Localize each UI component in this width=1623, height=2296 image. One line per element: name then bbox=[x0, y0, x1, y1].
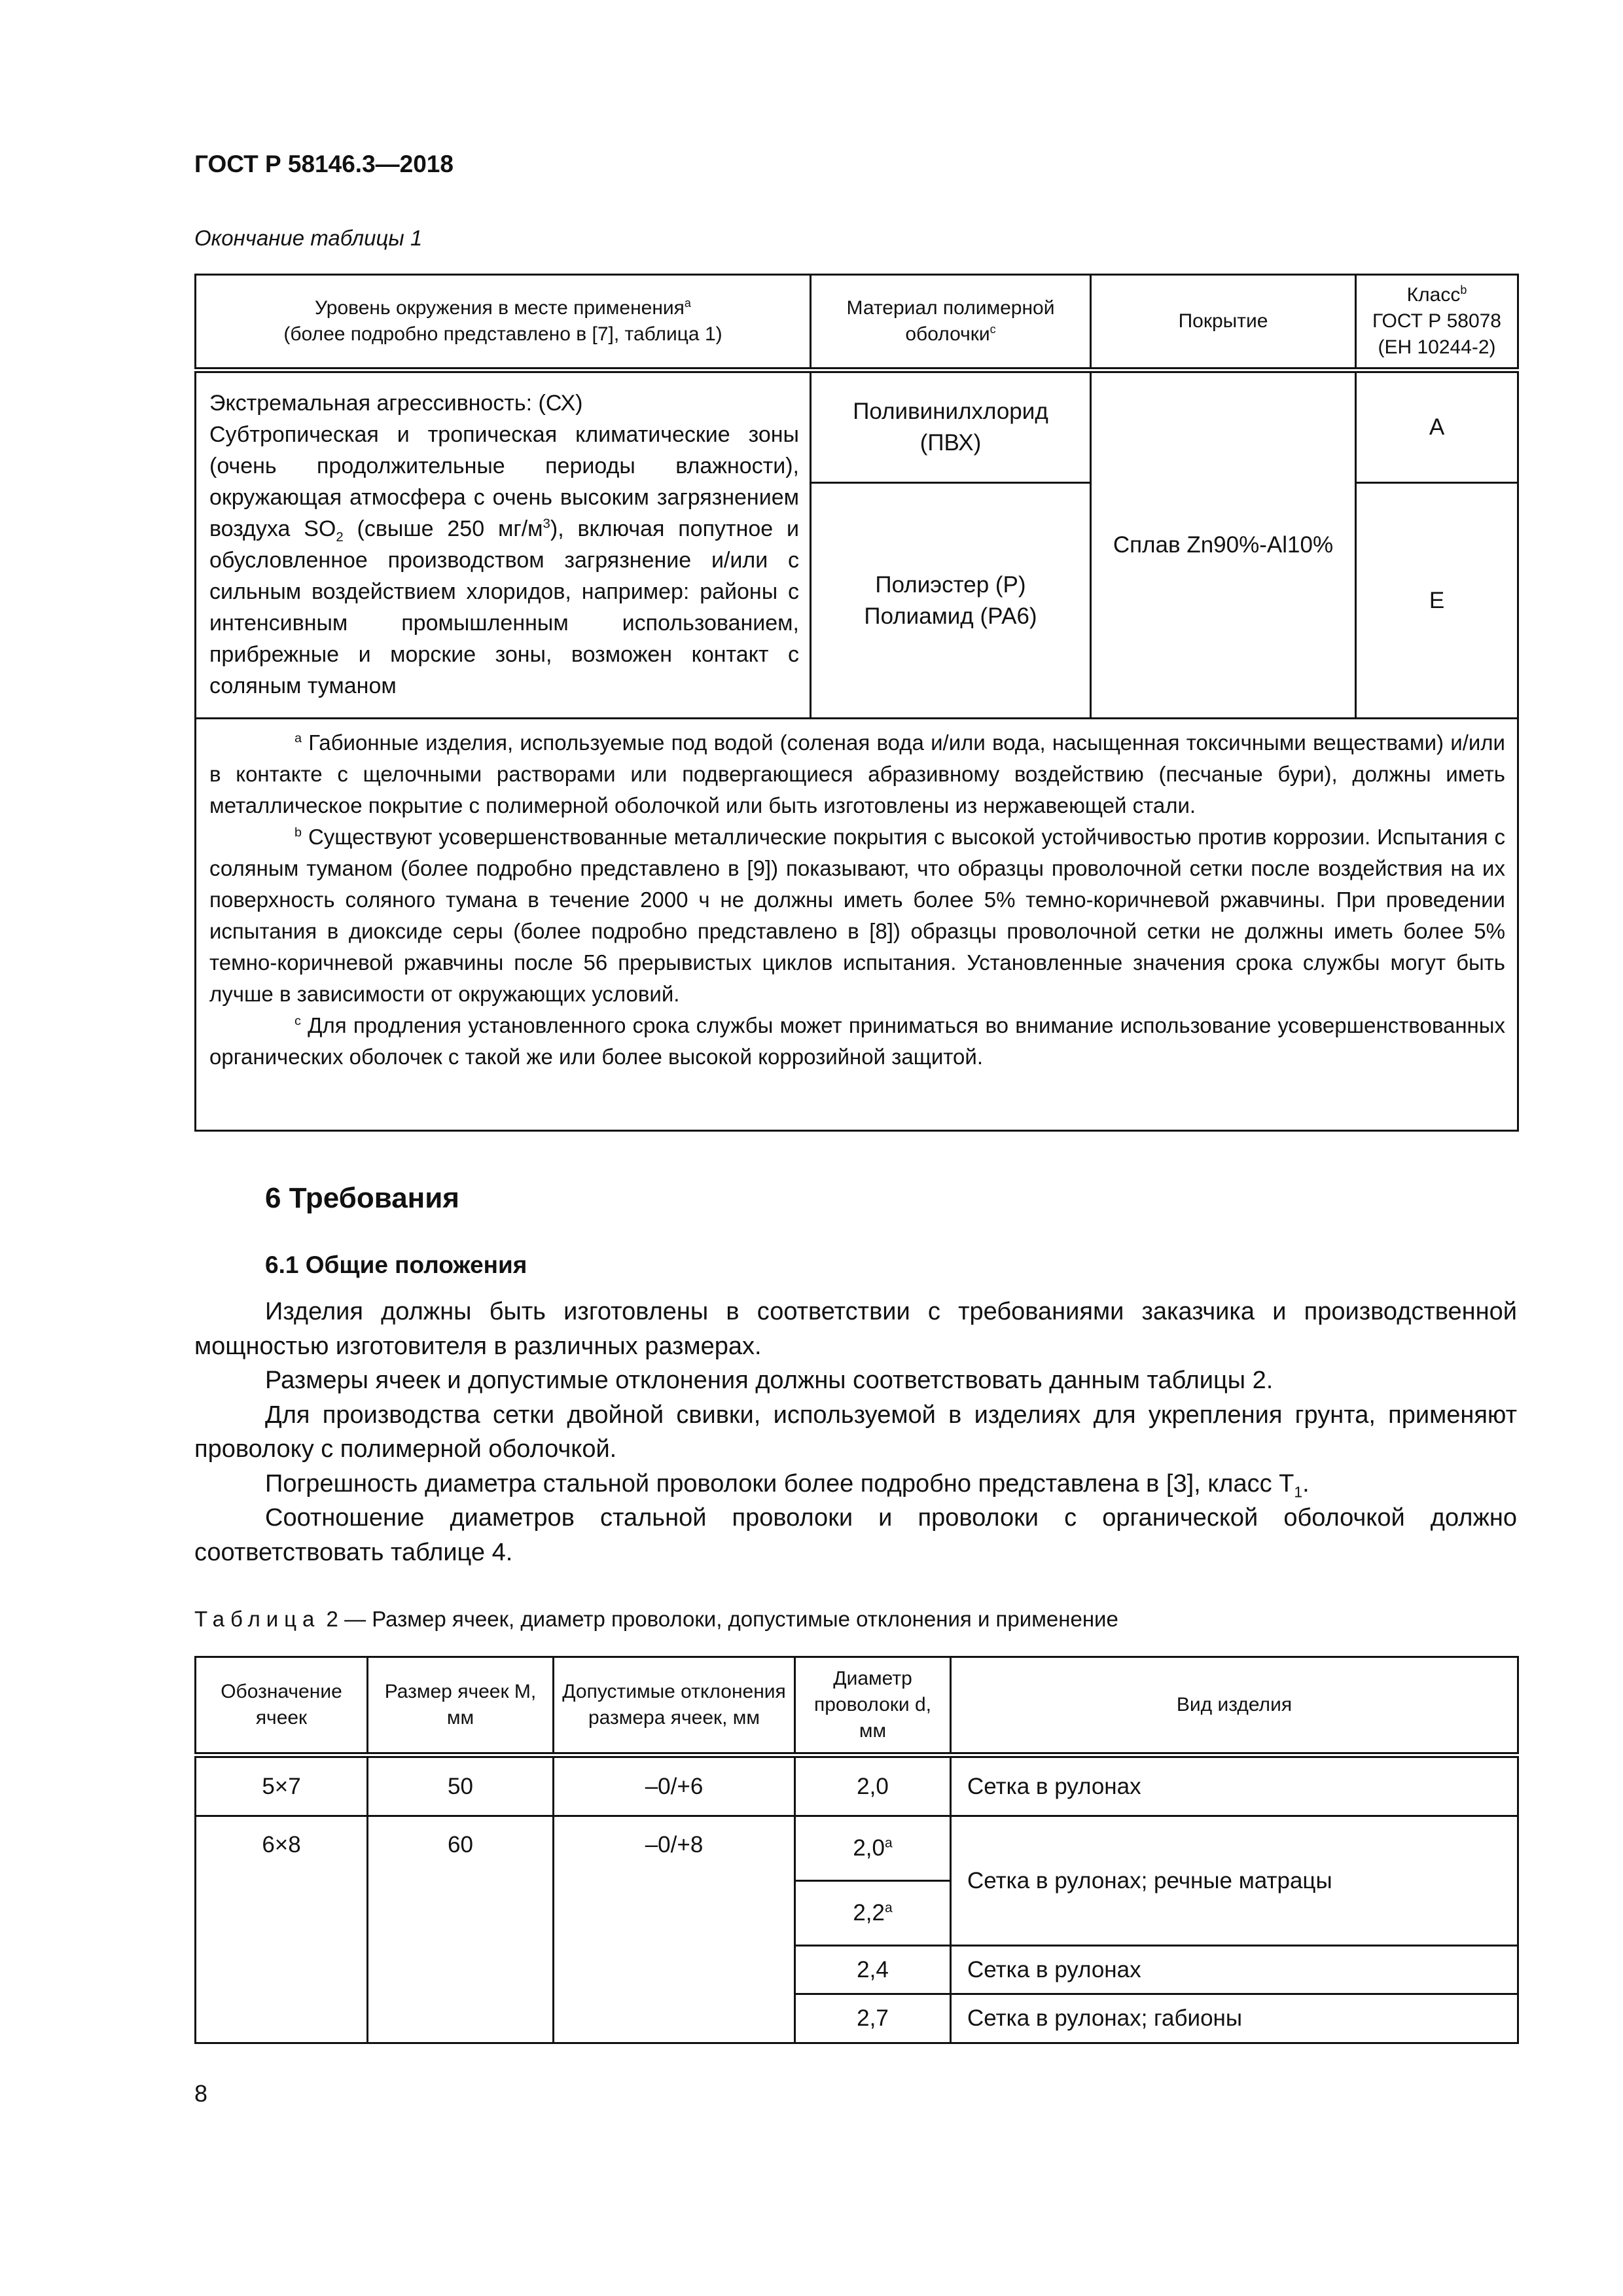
material-abbr: (ПВХ) bbox=[919, 430, 982, 456]
header-designation: Обозначение ячеек bbox=[196, 1657, 368, 1755]
table-1-header bbox=[196, 275, 1518, 370]
caption-word: Таблица bbox=[194, 1607, 321, 1631]
cell-size: 50 bbox=[368, 1755, 554, 1816]
header-material-text: Материал полимерной оболочки bbox=[846, 297, 1055, 345]
footnote-ref: a bbox=[884, 1835, 893, 1851]
diameter-value: 2,0 bbox=[853, 1835, 885, 1861]
section-body bbox=[194, 1295, 1517, 1570]
table-2-header bbox=[196, 1657, 1518, 1755]
header-class-en: (ЕН 10244-2) bbox=[1378, 336, 1496, 358]
cell-tolerance: –0/+6 bbox=[554, 1755, 795, 1816]
table-2-caption bbox=[194, 1607, 1118, 1632]
cell-diameter: 2,0 bbox=[795, 1755, 951, 1816]
footnote-ref: b bbox=[1460, 283, 1467, 296]
subscript: 1 bbox=[1294, 1483, 1303, 1501]
footnotes bbox=[196, 719, 1518, 1131]
footnote-text: Габионные изделия, используемые под водой (соленая вода и/или вода, насыщенная токсичными веществами) и/или в контакте с щелочными растворами или подвергающиеся абразивному воздействию (песчаные бури), должны иметь металлическое покрытие с полимерной оболочкой или быть изготовлены из нержавеющей стали. bbox=[209, 730, 1505, 817]
cell-tolerance: –0/+8 bbox=[554, 1816, 795, 2043]
footnote-mark: c bbox=[294, 1014, 301, 1028]
cell-diameter bbox=[795, 1881, 951, 1946]
caption-text: 2 — Размер ячеек, диаметр проволоки, допустимые отклонения и применение bbox=[320, 1607, 1118, 1631]
material-polyester bbox=[811, 483, 1091, 719]
header-class bbox=[1356, 275, 1518, 370]
env-description bbox=[196, 370, 811, 719]
class-e: E bbox=[1356, 483, 1518, 719]
paragraph bbox=[194, 1467, 1517, 1501]
paragraph: Изделия должны быть изготовлены в соответствии с требованиями заказчика и производственной мощностью изготовителя в различных размерах. bbox=[194, 1298, 1517, 1360]
footnote-ref: a bbox=[684, 296, 691, 310]
footnote-c bbox=[209, 1010, 1505, 1073]
material-name: Поливинилхлорид bbox=[853, 399, 1048, 424]
document-code: ГОСТ Р 58146.3—2018 bbox=[194, 151, 454, 177]
subsection-heading: 6.1 Общие положения bbox=[265, 1251, 527, 1278]
table-row bbox=[196, 1755, 1518, 1816]
cell-diameter: 2,4 bbox=[795, 1946, 951, 1994]
section-heading: 6 Требования bbox=[265, 1182, 459, 1214]
header-class-text: Класс bbox=[1406, 284, 1461, 306]
header-size: Размер ячеек М, мм bbox=[368, 1657, 554, 1755]
header-material bbox=[811, 275, 1091, 370]
footnote-ref: a bbox=[884, 1900, 893, 1916]
footnote-b bbox=[209, 821, 1505, 1010]
cell-diameter bbox=[795, 1816, 951, 1881]
table-continuation-label: Окончание таблицы 1 bbox=[194, 226, 423, 250]
class-a: A bbox=[1356, 370, 1518, 483]
cell-size: 60 bbox=[368, 1816, 554, 2043]
diameter-value: 2,2 bbox=[853, 1900, 885, 1926]
header-env-ref: (более подробно представлено в [7], таблица 1) bbox=[283, 323, 722, 345]
footnote-mark: b bbox=[294, 825, 302, 840]
table-row bbox=[196, 370, 1518, 483]
header-diameter: Диаметр проволоки d, мм bbox=[795, 1657, 951, 1755]
cell-designation: 5×7 bbox=[196, 1755, 368, 1816]
cell-product: Сетка в рулонах; речные матрацы bbox=[951, 1816, 1518, 1946]
cell-designation: 6×8 bbox=[196, 1816, 368, 2043]
footnote-a bbox=[209, 727, 1505, 821]
material-pvc bbox=[811, 370, 1091, 483]
header-env bbox=[196, 275, 811, 370]
table-row bbox=[196, 1816, 1518, 1881]
header-env-text: Уровень окружения в месте применения bbox=[315, 297, 685, 319]
footnote-mark: a bbox=[294, 731, 302, 745]
footnote-text: Существуют усовершенствованные металлические покрытия с высокой устойчивостью против коррозии. Испытания с соляным туманом (более подробно представлено в [9]) показывают, что образцы проволочной сетки после воздействия на их поверхность соляного тумана в течение 2000 ч не должны иметь более 5% темно-коричневой ржавчины. При проведении испытания в диоксиде серы (более подробно представлено в [8]) образцы проволочной сетки не должны иметь более 5% темно-коричневой ржавчины после 56 прерывистых циклов испытания. Установленные значения срока службы могут быть лучше в зависимости от окружающих условий. bbox=[209, 825, 1505, 1006]
material-name: Полиэстер (Р) bbox=[875, 571, 1026, 598]
cell-diameter: 2,7 bbox=[795, 1994, 951, 2043]
env-text: Субтропическая и тропическая климатические зоны (очень продолжительные периоды влажности), окружающая атмосфера с очень высоким загрязнением воздуха SO bbox=[209, 422, 799, 541]
table-1 bbox=[194, 274, 1519, 1132]
cell-product: Сетка в рулонах; габионы bbox=[951, 1994, 1518, 2043]
paragraph: Соотношение диаметров стальной проволоки и проволоки с органической оболочкой должно соответствовать таблице 4. bbox=[194, 1504, 1517, 1566]
paragraph: Размеры ячеек и допустимые отклонения должны соответствовать данным таблицы 2. bbox=[265, 1367, 1274, 1394]
header-product: Вид изделия bbox=[951, 1657, 1518, 1755]
coating-value: Сплав Zn90%-Al10% bbox=[1091, 370, 1356, 719]
cell-product: Сетка в рулонах bbox=[951, 1755, 1518, 1816]
footnotes-row bbox=[196, 719, 1518, 1131]
cell-product: Сетка в рулонах bbox=[951, 1946, 1518, 1994]
env-title: Экстремальная агрессивность: (СХ) bbox=[209, 391, 583, 416]
paragraph-text: Погрешность диаметра стальной проволоки более подробно представлена в [3], класс Т bbox=[265, 1469, 1294, 1498]
footnote-ref: c bbox=[990, 323, 996, 336]
header-coating: Покрытие bbox=[1091, 275, 1356, 370]
footnote-text: Для продления установленного срока службы может приниматься во внимание использование усовершенствованных органических оболочек с такой же или более высокой коррозийной защитой. bbox=[209, 1013, 1505, 1069]
table-2 bbox=[194, 1656, 1519, 2044]
material-name: Полиамид (РА6) bbox=[864, 603, 1037, 629]
superscript: 3 bbox=[543, 516, 550, 531]
env-text: ), включая попутное и обусловленное производством загрязнение и/или с сильным воздействием хлоридов, например: районы с интенсивным промышленным использованием, прибрежные и морские зоны, возможен контакт с соляным туманом bbox=[209, 516, 799, 698]
paragraph-text: . bbox=[1302, 1469, 1310, 1498]
subscript: 2 bbox=[336, 529, 344, 545]
header-tolerance: Допустимые отклонения размера ячеек, мм bbox=[554, 1657, 795, 1755]
header-class-std: ГОСТ Р 58078 bbox=[1372, 310, 1501, 332]
page-number: 8 bbox=[194, 2080, 208, 2107]
paragraph: Для производства сетки двойной свивки, используемой в изделиях для укрепления грунта, применяют проволоку с полимерной оболочкой. bbox=[194, 1401, 1517, 1463]
env-text: (свыше 250 мг/м bbox=[343, 516, 543, 541]
